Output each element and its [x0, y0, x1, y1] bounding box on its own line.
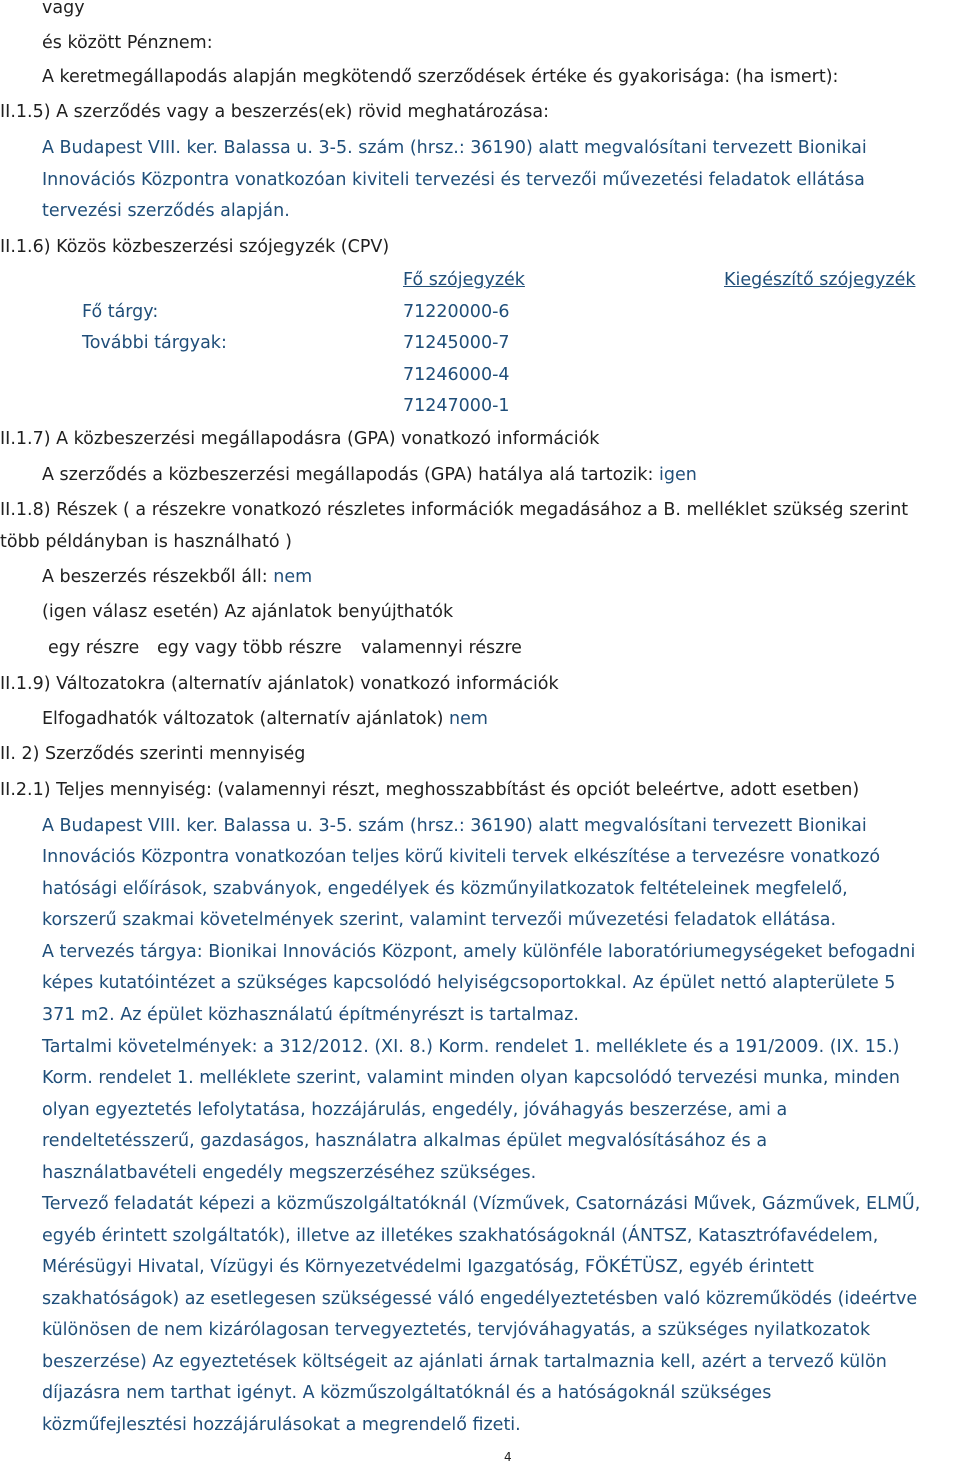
- body-line: különösen de nem kizárólagosan tervegyeztetés, tervjóváhagyatás, a szükséges nyilatkozatok: [42, 1320, 871, 1340]
- cpv-main-code: 71220000-6: [403, 302, 510, 322]
- page-number: 4: [504, 1450, 512, 1464]
- text-line: A keretmegállapodás alapján megkötendő szerződések értéke és gyakorisága: (ha ismert):: [42, 67, 839, 87]
- section-heading: II.1.5) A szerződés vagy a beszerzés(ek) rövid meghatározása:: [0, 102, 549, 122]
- text-line: A Budapest VIII. ker. Balassa u. 3-5. szám (hrsz.: 36190) alatt megvalósítani tervezett Bionikai: [42, 138, 867, 158]
- lot-option-one-or-more: egy vagy több részre: [157, 638, 342, 658]
- section-heading: II. 2) Szerződés szerinti mennyiség: [0, 744, 306, 764]
- body-line: közműfejlesztési hozzájárulásokat a megrendelő fizeti.: [42, 1415, 521, 1435]
- text-line: tervezési szerződés alapján.: [42, 201, 290, 221]
- body-line: Innovációs Központra vonatkozóan teljes körű kiviteli tervek elkészítése a tervezésre vonatkozó: [42, 847, 881, 867]
- cpv-main-header: Fő szójegyzék: [403, 270, 525, 290]
- body-line: Tervező feladatát képezi a közműszolgáltatóknál (Vízművek, Csatornázási Művek, Gázművek, ELMŰ,: [42, 1194, 921, 1214]
- body-line: rendeltetésszerű, gazdaságos, használatra alkalmas épület megvalósításához és a: [42, 1131, 768, 1151]
- lots-line: [42, 566, 312, 588]
- gpa-text: A szerződés a közbeszerzési megállapodás (GPA) hatálya alá tartozik:: [42, 465, 654, 485]
- text-line: Innovációs Központra vonatkozóan kiviteli tervezési és tervezői művezetési feladatok ellátása: [42, 170, 865, 190]
- body-line: beszerzése) Az egyeztetések költségeit az ajánlati árnak tartalmaznia kell, azért a tervező külön: [42, 1352, 887, 1372]
- body-line: 371 m2. Az épület közhasználatú építményrészt is tartalmaz.: [42, 1005, 579, 1025]
- body-line: használatbavételi engedély megszerzéséhez szükséges.: [42, 1163, 537, 1183]
- section-heading: II.1.6) Közös közbeszerzési szójegyzék (CPV): [0, 237, 390, 257]
- cpv-main-label: Fő tárgy:: [82, 302, 159, 322]
- cpv-additional-code: 71245000-7: [403, 333, 510, 353]
- section-heading: több példányban is használható ): [0, 532, 292, 552]
- body-line: Mérésügyi Hivatal, Vízügyi és Környezetvédelmi Igazgatóság, FÖKÉTÜSZ, egyéb érintett: [42, 1257, 814, 1277]
- lots-value: nem: [273, 567, 313, 587]
- text-line: (igen válasz esetén) Az ajánlatok benyújthatók: [42, 602, 454, 622]
- lots-text: A beszerzés részekből áll:: [42, 567, 268, 587]
- body-line: A Budapest VIII. ker. Balassa u. 3-5. szám (hrsz.: 36190) alatt megvalósítani tervezett Bionikai: [42, 816, 867, 836]
- body-line: egyéb érintett szolgáltatók), illetve az illetékes szakhatóságoknál (ÁNTSZ, Katasztrófavédelem,: [42, 1226, 879, 1246]
- variants-text: Elfogadhatók változatok (alternatív ajánlatok): [42, 709, 444, 729]
- body-line: hatósági előírások, szabványok, engedélyek és közműnyilatkozatok feltételeinek megfelelő,: [42, 879, 848, 899]
- section-heading: II.1.9) Változatokra (alternatív ajánlatok) vonatkozó információk: [0, 674, 559, 694]
- cpv-additional-code: 71247000-1: [403, 396, 510, 416]
- body-line: Korm. rendelet 1. melléklete szerint, valamint minden olyan kapcsolódó tervezési munka, minden: [42, 1068, 900, 1088]
- body-line: Tartalmi követelmények: a 312/2012. (XI. 8.) Korm. rendelet 1. melléklete és a 191/2009. (IX. 15.): [42, 1037, 900, 1057]
- gpa-line: [42, 464, 697, 486]
- body-line: A tervezés tárgya: Bionikai Innovációs Központ, amely különféle laboratóriumegységeket befogadni: [42, 942, 916, 962]
- cpv-additional-label: További tárgyak:: [82, 333, 227, 353]
- section-heading: II.1.8) Részek ( a részekre vonatkozó részletes információk megadásához a B. melléklet szükség szerint: [0, 500, 909, 520]
- body-line: korszerű szakmai követelmények szerint, valamint tervezői művezetési feladatok ellátása.: [42, 910, 837, 930]
- lot-option-one: egy részre: [48, 638, 140, 658]
- gpa-value: igen: [658, 465, 697, 485]
- section-heading: II.2.1) Teljes mennyiség: (valamennyi részt, meghosszabbítást és opciót beleértve, adott esetben): [0, 780, 860, 800]
- text-line: és között Pénznem:: [42, 33, 213, 53]
- text-line: vagy: [42, 0, 85, 18]
- body-line: olyan egyeztetés lefolytatása, hozzájárulás, engedély, jóváhagyás beszerzése, ami a: [42, 1100, 788, 1120]
- variants-line: [42, 708, 488, 730]
- variants-value: nem: [448, 709, 488, 729]
- body-line: szakhatóságok) az esetlegesen szükségessé váló engedélyeztetésben való közreműködés (ideértve: [42, 1289, 918, 1309]
- lot-option-all: valamennyi részre: [361, 638, 522, 658]
- cpv-supplementary-header: Kiegészítő szójegyzék: [724, 270, 916, 290]
- cpv-additional-code: 71246000-4: [403, 365, 510, 385]
- section-heading: II.1.7) A közbeszerzési megállapodásra (GPA) vonatkozó információk: [0, 429, 600, 449]
- body-line: díjazásra nem tarthat igényt. A közműszolgáltatóknál és a hatóságoknál szükséges: [42, 1383, 772, 1403]
- body-line: képes kutatóintézet a szükséges kapcsolódó helyiségcsoportokkal. Az épület nettó alapterülete 5: [42, 973, 896, 993]
